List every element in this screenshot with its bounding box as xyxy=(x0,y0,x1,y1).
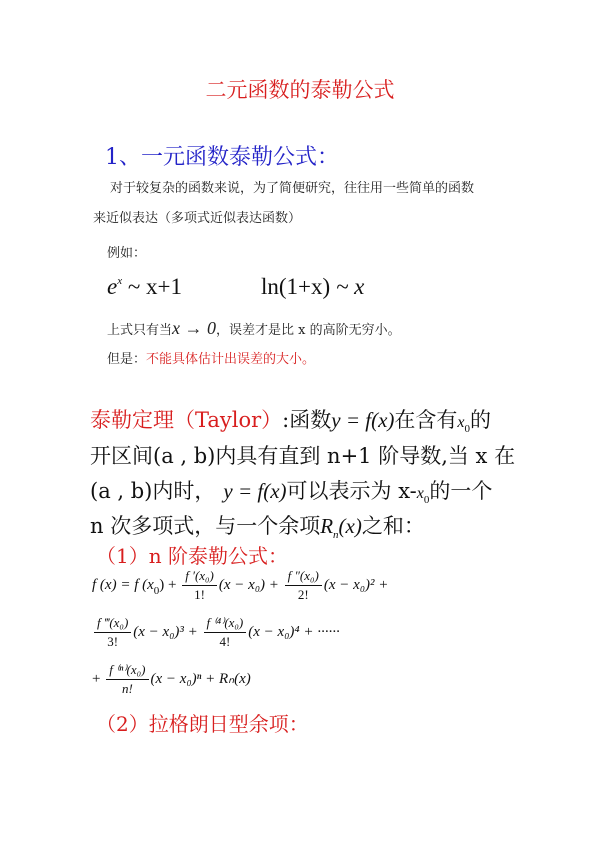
note-post: ，误差才是比 x 的高阶无穷小。 xyxy=(216,323,401,338)
approx-exp-rest: ~ x+1 xyxy=(122,274,183,299)
theorem-x0-sub: 0 xyxy=(464,423,470,435)
approx-e-exponent: x xyxy=(117,275,123,287)
theorem-x0: x xyxy=(457,414,465,431)
theorem-fx-1: y = f(x) xyxy=(331,408,395,432)
term4-tail: (x − x₀)⁴ + ······ xyxy=(248,623,340,640)
but-text: 不能具体估计出误差的大小。 xyxy=(146,352,316,367)
term1-fraction xyxy=(182,568,217,603)
term1-numerator: f ′(x₀) xyxy=(182,568,217,586)
theorem-Rn-arg: (x) xyxy=(338,514,362,538)
term2-tail: (x − x₀)² + xyxy=(323,576,389,593)
termn-lead-plus: + xyxy=(92,670,101,687)
section-heading-1: 1、一元函数泰勒公式： xyxy=(105,145,339,170)
theorem-line1-c: 的 xyxy=(470,408,491,432)
taylor-formula-line-3 xyxy=(92,662,251,697)
theorem-line-2: 开区间(a , b)内具有直到 n+1 阶导数,当 x 在 xyxy=(90,444,516,468)
theorem-Rn-sub: n xyxy=(333,529,339,541)
theorem-x0-2: x xyxy=(416,485,424,502)
subheading-taylor-formula: （1）n 阶泰勒公式： xyxy=(96,544,288,568)
but-line xyxy=(107,348,315,367)
formula-lhs: f (x) = f (x xyxy=(92,576,154,593)
but-label: 但是： xyxy=(107,352,147,367)
term2-fraction xyxy=(285,568,322,603)
termn-tail: (x − x₀)ⁿ + Rₙ(x) xyxy=(150,670,251,687)
term1-denominator: 1! xyxy=(194,587,205,602)
term3-tail: (x − x₀)³ + xyxy=(133,623,198,640)
theorem-line-3 xyxy=(90,475,492,505)
theorem-line1-b: 在含有 xyxy=(394,408,458,432)
theorem-line4-b: 之和： xyxy=(361,514,425,538)
example-label: 例如： xyxy=(107,246,147,261)
theorem-line3-b: 可以表示为 x- xyxy=(286,479,417,503)
approx-ln: ln(1+x) xyxy=(261,274,331,299)
intro-line-1: 对于较复杂的函数来说，为了简便研究，往往用一些简单的函数 xyxy=(110,181,475,196)
note-condition: x → 0 xyxy=(172,318,217,338)
term2-numerator: f ″(x₀) xyxy=(285,568,322,586)
note-line xyxy=(107,318,401,339)
approx-exp-formula xyxy=(107,274,182,300)
theorem-line3-c: 的一个 xyxy=(429,479,493,503)
formula-lhs-close: ) + xyxy=(159,576,177,593)
theorem-label: 泰勒定理（Taylor） xyxy=(90,408,283,432)
formula-lhs-sub: 0 xyxy=(153,584,160,597)
term3-fraction xyxy=(94,615,131,650)
term3-denominator: 3! xyxy=(107,634,119,649)
approx-ln-formula xyxy=(261,274,364,300)
theorem-line4-a: n 次多项式，与一个余项 xyxy=(90,514,321,538)
theorem-line-1 xyxy=(90,404,491,434)
term2-denominator: 2! xyxy=(297,587,309,602)
theorem-x0-sub-2: 0 xyxy=(423,494,430,506)
term1-tail: (x − x₀) + xyxy=(218,576,279,593)
term4-denominator: 4! xyxy=(219,634,231,649)
theorem-line1-a: :函数 xyxy=(282,408,332,432)
note-pre: 上式只有当 xyxy=(107,323,173,338)
term3-numerator: f ‴(x₀) xyxy=(94,615,131,633)
term4-fraction xyxy=(204,615,247,650)
theorem-fx-2: y = f(x) xyxy=(223,479,287,503)
intro-line-2: 来近似表达（多项式近似表达函数） xyxy=(93,211,302,226)
theorem-line-4 xyxy=(90,510,425,540)
taylor-formula-line-2 xyxy=(92,615,340,650)
approx-ln-rest: ~ x xyxy=(330,274,365,299)
termn-denominator: n! xyxy=(121,681,133,696)
termn-numerator: f ⁽ⁿ⁾(x₀) xyxy=(106,662,148,680)
subheading-lagrange-remainder: （2）拉格朗日型余项： xyxy=(96,712,309,736)
termn-fraction xyxy=(106,662,148,697)
approx-e: e xyxy=(107,274,118,299)
page-title: 二元函数的泰勒公式 xyxy=(205,78,395,102)
theorem-Rn: R xyxy=(320,514,334,538)
taylor-formula-line-1 xyxy=(92,568,388,603)
theorem-line3-a: (a , b)内时， xyxy=(90,479,216,503)
term4-numerator: f ⁽⁴⁾(x₀) xyxy=(204,615,247,633)
